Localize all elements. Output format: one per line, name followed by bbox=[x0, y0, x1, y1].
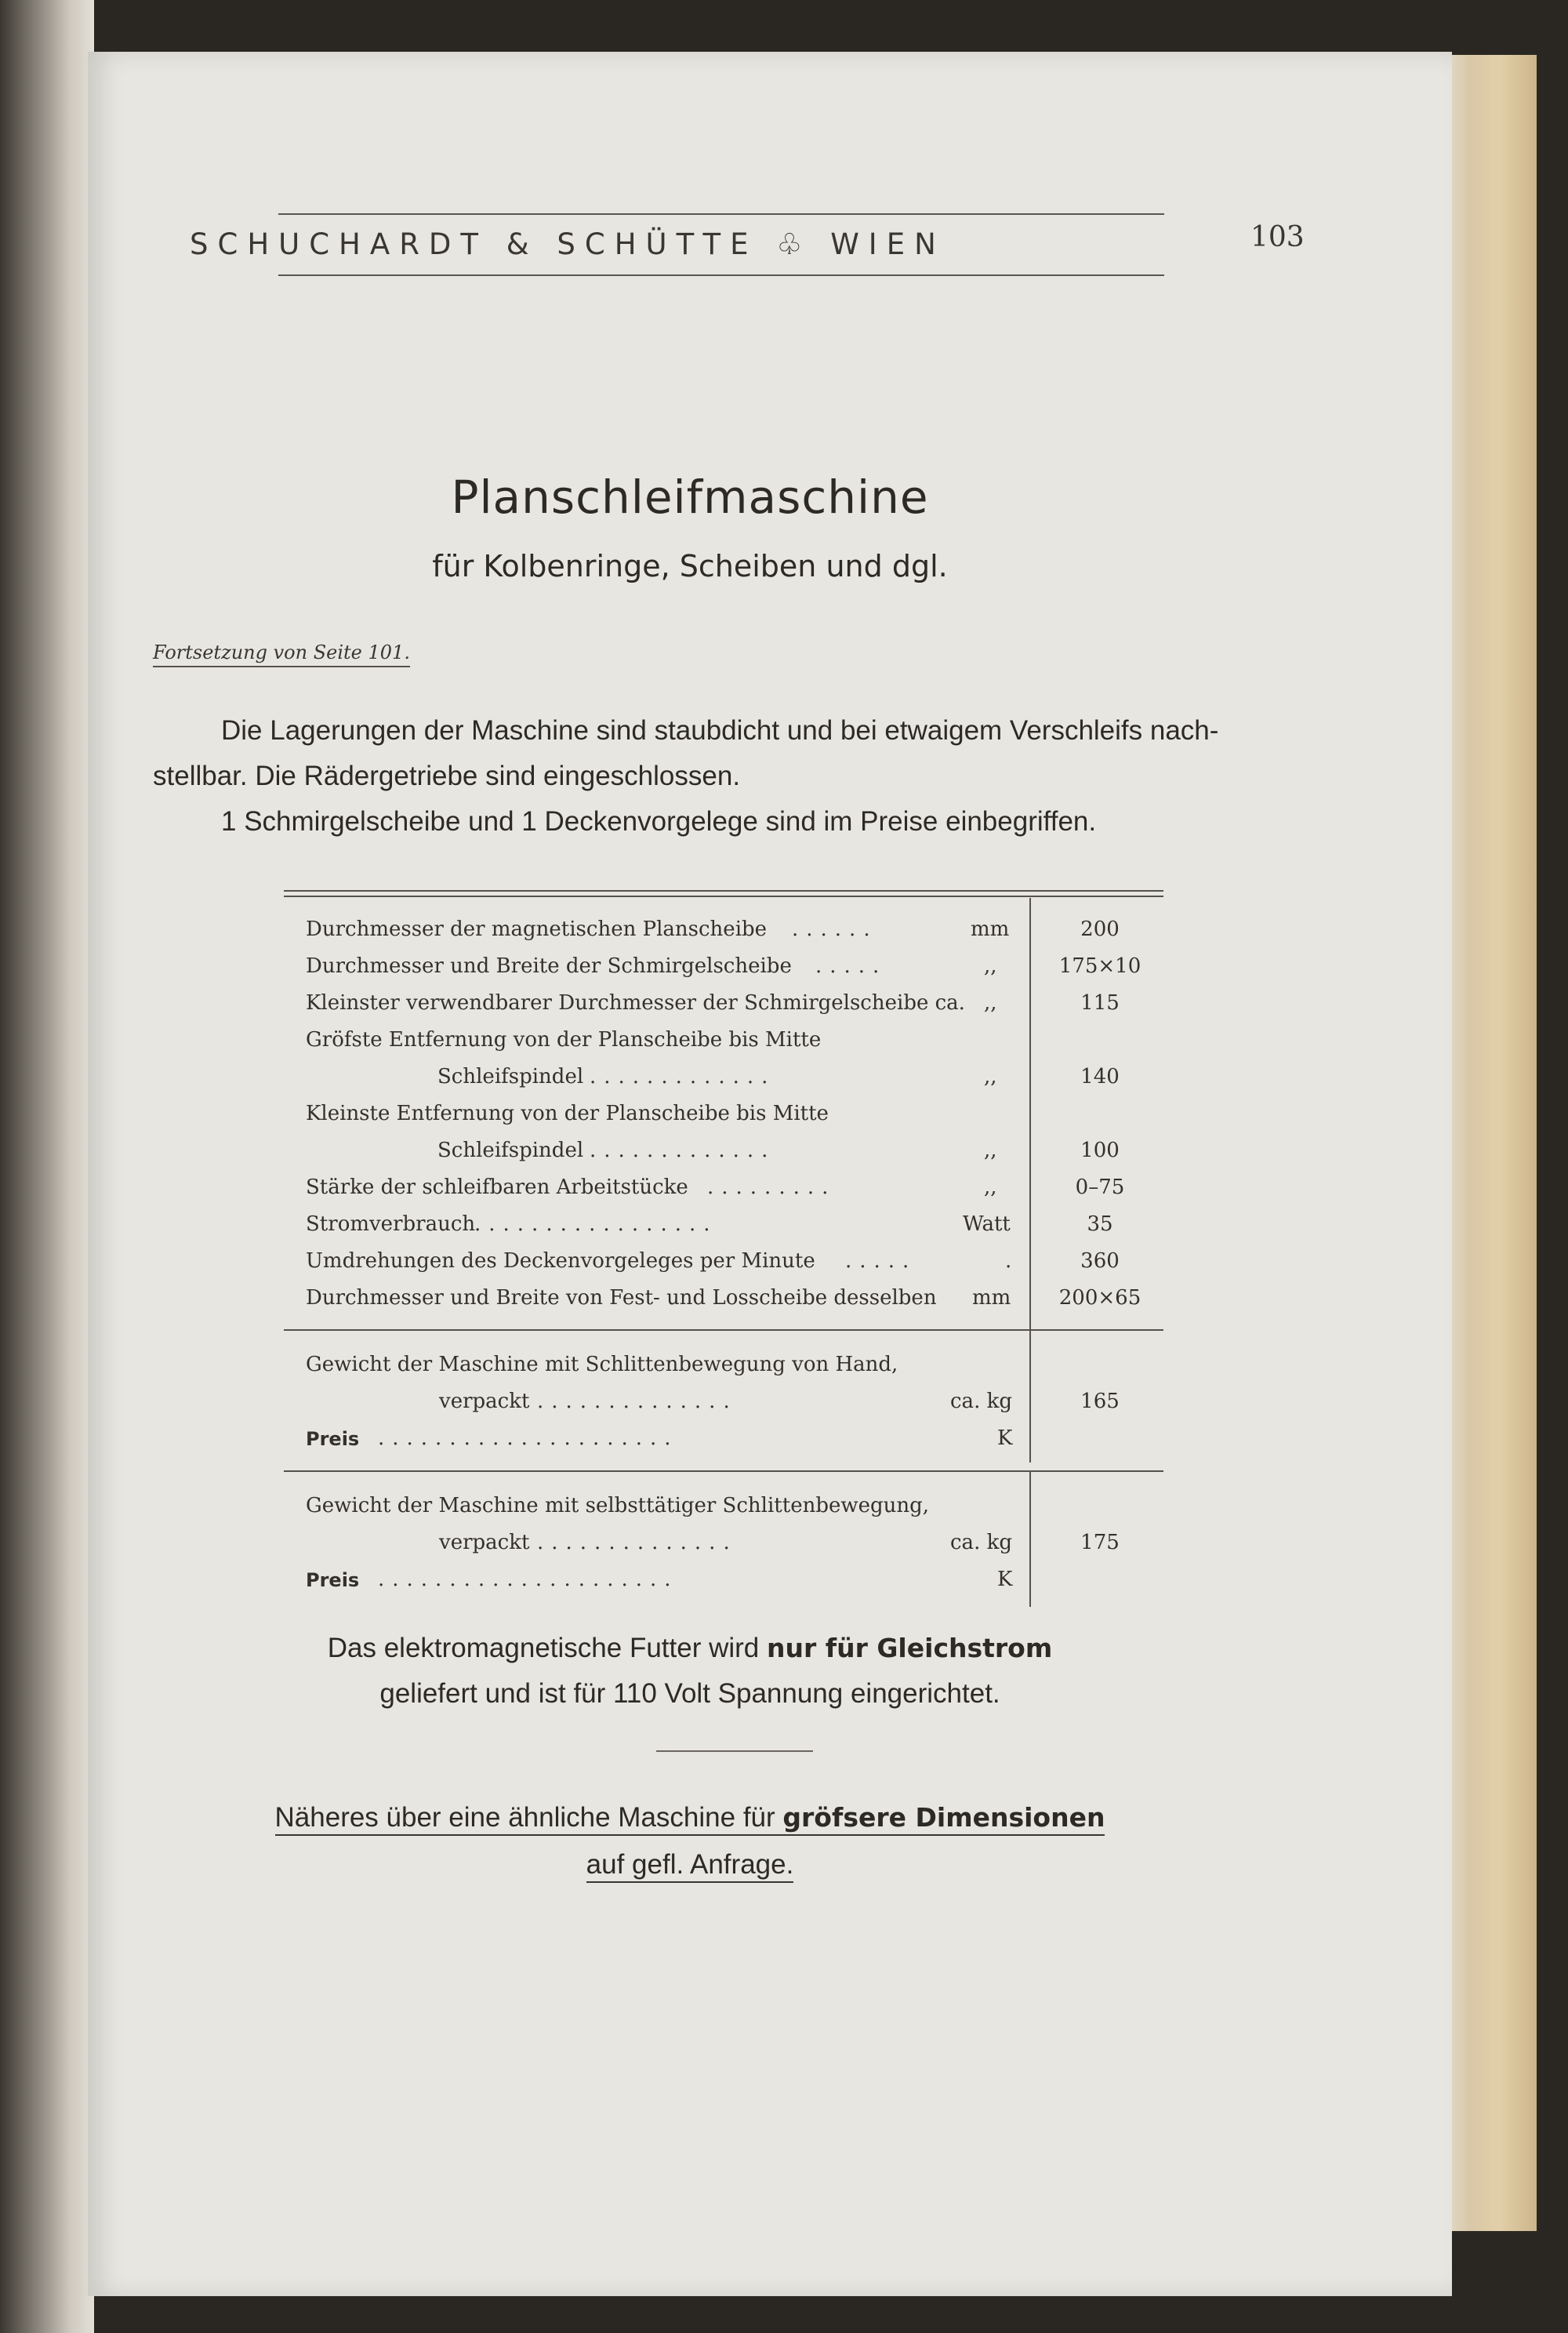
spec-value: 115 bbox=[1080, 991, 1120, 1015]
leader-dots: ................. bbox=[474, 1212, 718, 1236]
footer-text-plain: Näheres über eine ähnliche Maschine für bbox=[274, 1802, 783, 1833]
spec-label: Stärke der schleifbaren Arbeitstücke bbox=[306, 1176, 688, 1199]
spec-label-continued: Schleifspindel bbox=[437, 1065, 584, 1088]
spec-label: Durchmesser der magnetischen Planscheibe bbox=[306, 918, 768, 941]
variant-label: Gewicht der Maschine mit selbsttätiger Schlittenbewegung, bbox=[306, 1494, 930, 1517]
price-currency: K bbox=[997, 1426, 1013, 1450]
price-label: Preis bbox=[306, 1428, 360, 1450]
spec-unit: mm bbox=[971, 918, 1010, 941]
header-rule-bottom bbox=[278, 274, 1164, 276]
variant-label-continued: verpackt bbox=[439, 1390, 530, 1413]
spec-unit: . bbox=[1005, 1249, 1012, 1273]
leader-dots: ..... bbox=[815, 954, 887, 978]
table-column-rule bbox=[1029, 1472, 1031, 1607]
variant-unit: ca. kg bbox=[950, 1531, 1012, 1554]
spec-value: 140 bbox=[1080, 1065, 1120, 1088]
left-page-edge bbox=[0, 0, 94, 2333]
chuck-note-line-2: geliefert und ist für 110 Volt Spannung eingerichtet. bbox=[379, 1678, 1000, 1709]
table-column-rule bbox=[1029, 898, 1031, 1329]
spec-value: 200 bbox=[1080, 918, 1120, 941]
price-currency: K bbox=[997, 1568, 1013, 1591]
spec-unit: mm bbox=[972, 1286, 1011, 1310]
leader-dots: ..................... bbox=[378, 1568, 679, 1591]
chuck-note-emphasis: nur für Gleichstrom bbox=[766, 1633, 1053, 1663]
footer-text bbox=[275, 1802, 1105, 1836]
footer-line-2 bbox=[235, 1849, 1145, 1881]
spec-value: 35 bbox=[1087, 1212, 1113, 1236]
spec-unit: ,, bbox=[984, 1139, 997, 1162]
spec-label: Gröfste Entfernung von der Planscheibe bis Mitte bbox=[306, 1028, 822, 1052]
variant-weight: 175 bbox=[1080, 1531, 1120, 1554]
leader-dots: ...... bbox=[792, 918, 878, 941]
table-rule-section-2 bbox=[284, 1470, 1163, 1472]
intro-line-3: 1 Schmirgelscheibe und 1 Deckenvorgelege sind im Preise einbegriffen. bbox=[221, 806, 1097, 837]
spec-unit: ,, bbox=[984, 1176, 997, 1199]
variant-unit: ca. kg bbox=[950, 1390, 1012, 1413]
page-stack-edge bbox=[1443, 55, 1537, 2231]
spec-value: 360 bbox=[1080, 1249, 1120, 1273]
page-title: Planschleifmaschine bbox=[451, 471, 929, 524]
leader-dots: ..... bbox=[845, 1249, 917, 1273]
spec-label: Kleinste Entfernung von der Planscheibe bis Mitte bbox=[306, 1102, 829, 1125]
page-subtitle: für Kolbenringe, Scheiben und dgl. bbox=[432, 549, 948, 583]
leader-dots: .............. bbox=[537, 1390, 738, 1413]
leader-dots: ............. bbox=[590, 1139, 776, 1162]
footer-line-1 bbox=[235, 1802, 1145, 1833]
header-rule-top bbox=[278, 213, 1164, 215]
continuation-note: Fortsetzung von Seite 101. bbox=[153, 641, 410, 667]
footer-emphasis: gröfsere Dimensionen bbox=[782, 1802, 1105, 1833]
spec-label: Umdrehungen des Deckenvorgeleges per Minute bbox=[306, 1249, 815, 1273]
spec-label: Durchmesser und Breite der Schmirgelscheibe bbox=[306, 954, 792, 978]
leader-dots: ............. bbox=[590, 1065, 776, 1088]
page-number: 103 bbox=[1250, 221, 1305, 253]
spec-label: Stromverbrauch bbox=[306, 1212, 476, 1236]
spec-unit: Watt bbox=[963, 1212, 1011, 1236]
price-label: Preis bbox=[306, 1569, 360, 1591]
spec-unit: ,, bbox=[984, 954, 997, 978]
table-column-rule bbox=[1029, 1331, 1031, 1463]
spec-label: Durchmesser und Breite von Fest- und Losscheibe desselben bbox=[306, 1286, 937, 1310]
footer-inquiry: auf gefl. Anfrage. bbox=[586, 1849, 794, 1883]
chuck-note-text: Das elektromagnetische Futter wird bbox=[327, 1633, 767, 1663]
spec-value: 175×10 bbox=[1058, 954, 1142, 978]
separator-rule bbox=[656, 1750, 813, 1752]
spec-label: Kleinster verwendbarer Durchmesser der Schmirgelscheibe ca. bbox=[306, 991, 965, 1015]
spec-value: 200×65 bbox=[1058, 1286, 1142, 1310]
variant-label-continued: verpackt bbox=[439, 1531, 530, 1554]
spec-value: 0–75 bbox=[1075, 1176, 1125, 1199]
running-title: SCHUCHARDT & SCHÜTTE ♧ WIEN bbox=[190, 227, 946, 261]
leader-dots: ..................... bbox=[378, 1426, 679, 1450]
leader-dots: ......... bbox=[707, 1176, 837, 1199]
variant-weight: 165 bbox=[1080, 1390, 1120, 1413]
spec-label-continued: Schleifspindel bbox=[437, 1139, 584, 1162]
spec-unit: ,, bbox=[984, 991, 997, 1015]
table-rule-top-2 bbox=[284, 896, 1163, 897]
spec-unit: ,, bbox=[984, 1065, 997, 1088]
leader-dots: .............. bbox=[537, 1531, 738, 1554]
intro-line-2: stellbar. Die Rädergetriebe sind eingeschlossen. bbox=[153, 761, 741, 791]
intro-line-1: Die Lagerungen der Maschine sind staubdicht und bei etwaigem Verschleifs nach- bbox=[221, 715, 1219, 746]
book-page bbox=[88, 52, 1452, 2296]
chuck-note-line-1 bbox=[235, 1633, 1145, 1664]
table-rule-top-1 bbox=[284, 890, 1163, 892]
table-rule-section-1 bbox=[284, 1329, 1163, 1331]
spec-value: 100 bbox=[1080, 1139, 1120, 1162]
variant-label: Gewicht der Maschine mit Schlittenbewegung von Hand, bbox=[306, 1353, 898, 1376]
